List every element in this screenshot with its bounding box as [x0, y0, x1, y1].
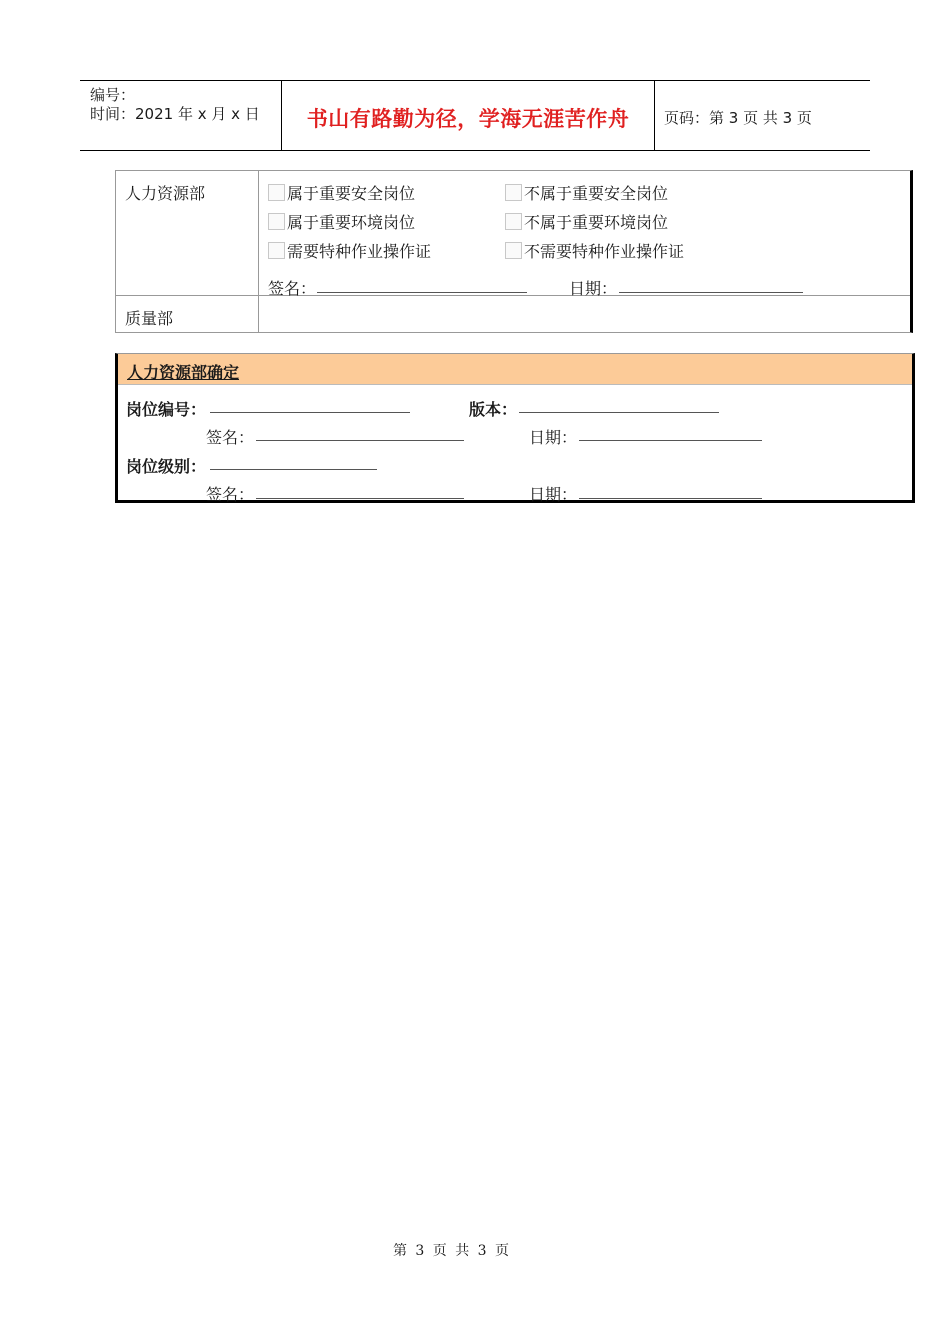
checkbox-icon[interactable] [505, 213, 522, 230]
option-label: 不需要特种作业操作证 [524, 242, 685, 261]
position-sign-line[interactable] [256, 440, 464, 441]
option-no-special-operation-cert[interactable] [505, 239, 684, 262]
position-level-label: 岗位级别： [126, 457, 207, 476]
option-label: 不属于重要安全岗位 [524, 184, 669, 203]
header-page-indicator: 页码：第 3 页 共 3 页 [664, 109, 812, 127]
column-divider [258, 171, 259, 332]
page-footer: 第 3 页 共 3 页 [392, 1243, 510, 1259]
checkbox-icon[interactable] [268, 184, 285, 201]
document-number-label: 编号： [90, 86, 136, 104]
version-label: 版本： [469, 400, 518, 419]
document-time-label: 时间：2021 年 x 月 x 日 [90, 105, 260, 123]
quality-dept-label: 质量部 [125, 309, 174, 328]
approval-table [115, 170, 913, 333]
option-label: 属于重要环境岗位 [287, 213, 416, 232]
hr-dept-label: 人力资源部 [125, 184, 206, 203]
position-date-line[interactable] [579, 440, 762, 441]
version-line[interactable] [519, 412, 719, 413]
option-label: 需要特种作业操作证 [287, 242, 432, 261]
header-motto: 书山有路勤为径，学海无涯苦作舟 [306, 107, 630, 131]
hr-confirm-title-bar [118, 354, 912, 385]
position-date-label: 日期： [529, 428, 578, 447]
checkbox-icon[interactable] [268, 242, 285, 259]
hr-confirm-section [115, 353, 915, 503]
position-no-label: 岗位编号： [126, 400, 207, 419]
option-not-important-environment[interactable] [505, 210, 668, 233]
checkbox-icon[interactable] [505, 242, 522, 259]
level-date-label: 日期： [529, 485, 578, 504]
header-motto-cell [282, 81, 655, 150]
hr-sign-label: 签名： [268, 279, 317, 298]
checkbox-icon[interactable] [268, 213, 285, 230]
option-special-operation-cert[interactable] [268, 239, 431, 262]
header-page-cell [655, 81, 870, 150]
hr-confirm-title: 人力资源部确定 [127, 363, 240, 382]
level-sign-line[interactable] [256, 498, 464, 499]
position-level-line[interactable] [210, 469, 377, 470]
position-sign-label: 签名： [206, 428, 255, 447]
row-divider [116, 295, 910, 296]
checkbox-icon[interactable] [505, 184, 522, 201]
level-date-line[interactable] [579, 498, 762, 499]
hr-date-label: 日期： [569, 279, 618, 298]
option-label: 属于重要安全岗位 [287, 184, 416, 203]
option-important-safety[interactable] [268, 181, 415, 204]
option-label: 不属于重要环境岗位 [524, 213, 669, 232]
page-header [80, 80, 870, 151]
hr-date-line[interactable] [619, 292, 803, 293]
level-sign-label: 签名： [206, 485, 255, 504]
option-important-environment[interactable] [268, 210, 415, 233]
header-meta-cell [80, 81, 282, 150]
hr-sign-line[interactable] [317, 292, 527, 293]
position-no-line[interactable] [210, 412, 410, 413]
option-not-important-safety[interactable] [505, 181, 668, 204]
